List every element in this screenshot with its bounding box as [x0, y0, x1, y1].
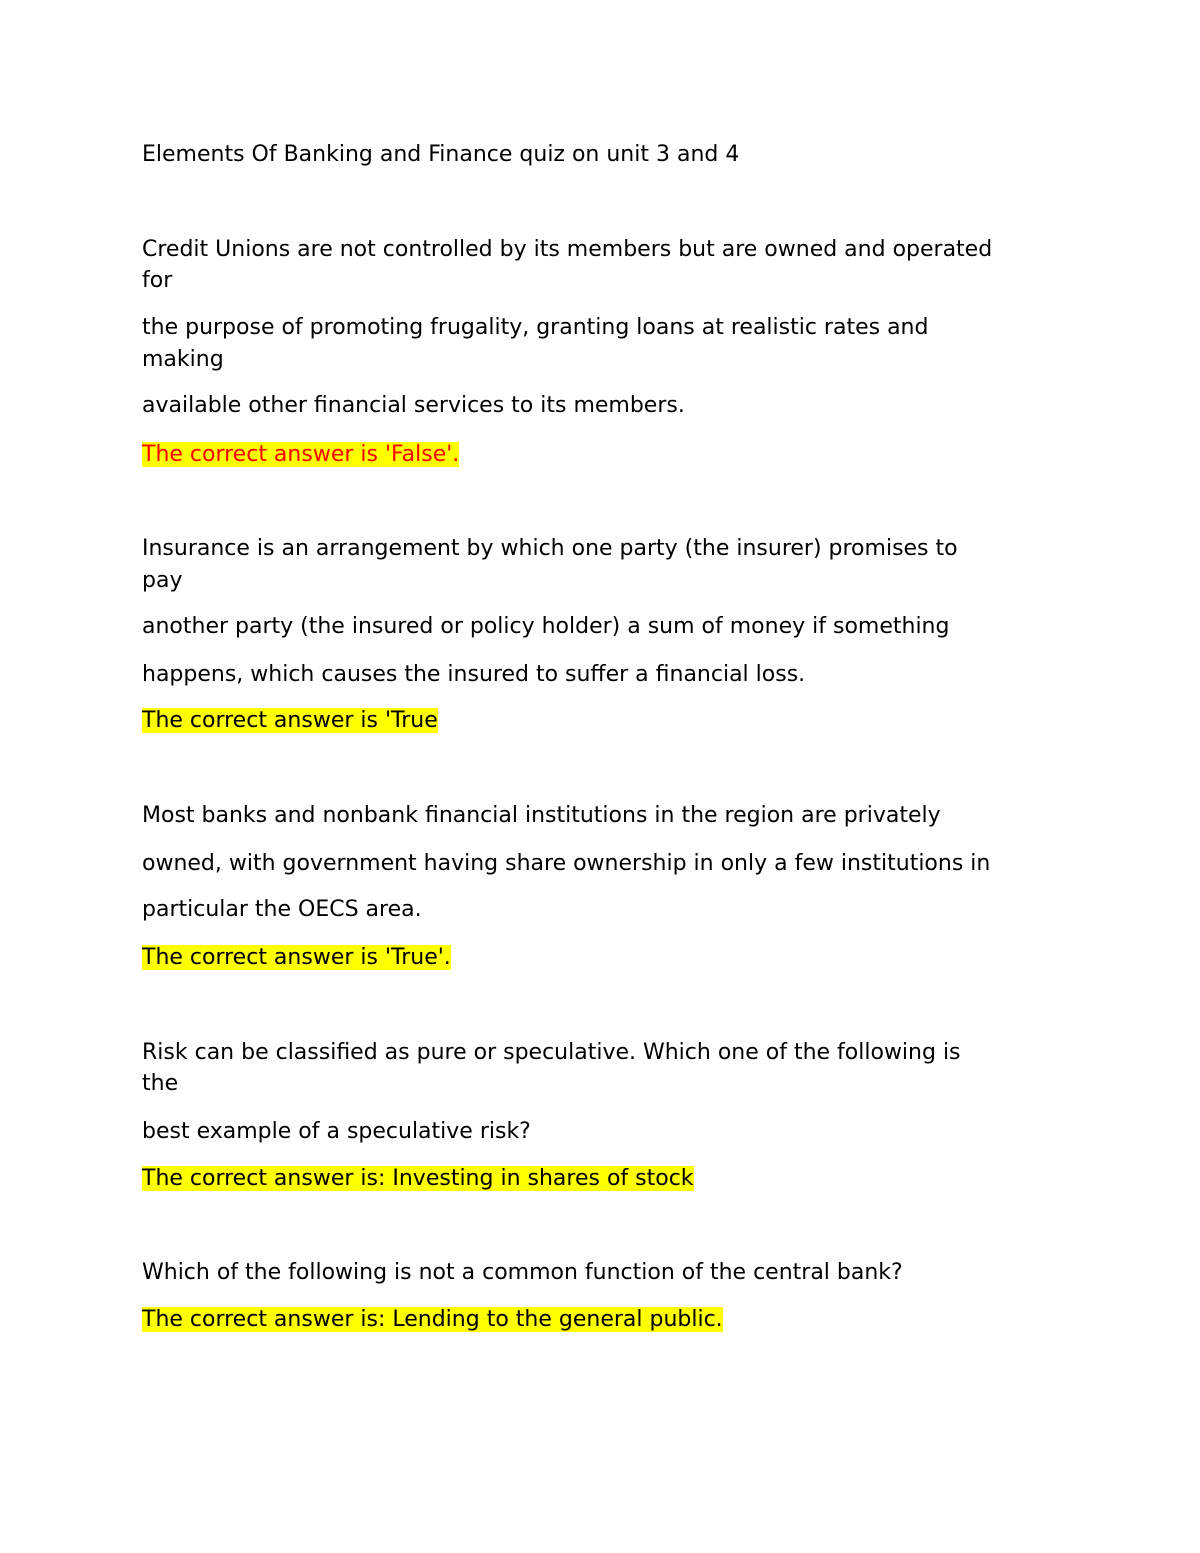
answer-highlight: The correct answer is 'True	[142, 708, 438, 733]
question-text: Most banks and nonbank financial institutions in the region are privately	[142, 803, 941, 828]
question-text: particular the OECS area.	[142, 897, 422, 922]
question-text: Which of the following is not a common function of the central bank?	[142, 1260, 903, 1285]
document-title: Elements Of Banking and Finance quiz on unit 3 and 4	[142, 142, 740, 167]
question-text: another party (the insured or policy holder) a sum of money if something	[142, 614, 950, 639]
answer-highlight: The correct answer is: Lending to the general public.	[142, 1307, 723, 1332]
question-text: Insurance is an arrangement by which one party (the insurer) promises to	[142, 536, 958, 561]
question-text: for	[142, 268, 173, 293]
answer-highlight: The correct answer is: Investing in shares of stock	[142, 1166, 694, 1191]
question-text: pay	[142, 568, 183, 593]
question-text: best example of a speculative risk?	[142, 1119, 531, 1144]
question-text: making	[142, 347, 224, 372]
question-text: the purpose of promoting frugality, granting loans at realistic rates and	[142, 315, 929, 340]
question-text: Credit Unions are not controlled by its members but are owned and operated	[142, 237, 993, 262]
answer-highlight: The correct answer is 'True'.	[142, 945, 451, 970]
question-text: the	[142, 1071, 179, 1096]
question-text: available other financial services to its members.	[142, 393, 685, 418]
question-text: happens, which causes the insured to suffer a financial loss.	[142, 662, 806, 687]
question-text: Risk can be classified as pure or speculative. Which one of the following is	[142, 1040, 961, 1065]
question-text: owned, with government having share ownership in only a few institutions in	[142, 851, 991, 876]
answer-highlight: The correct answer is 'False'.	[142, 442, 460, 467]
